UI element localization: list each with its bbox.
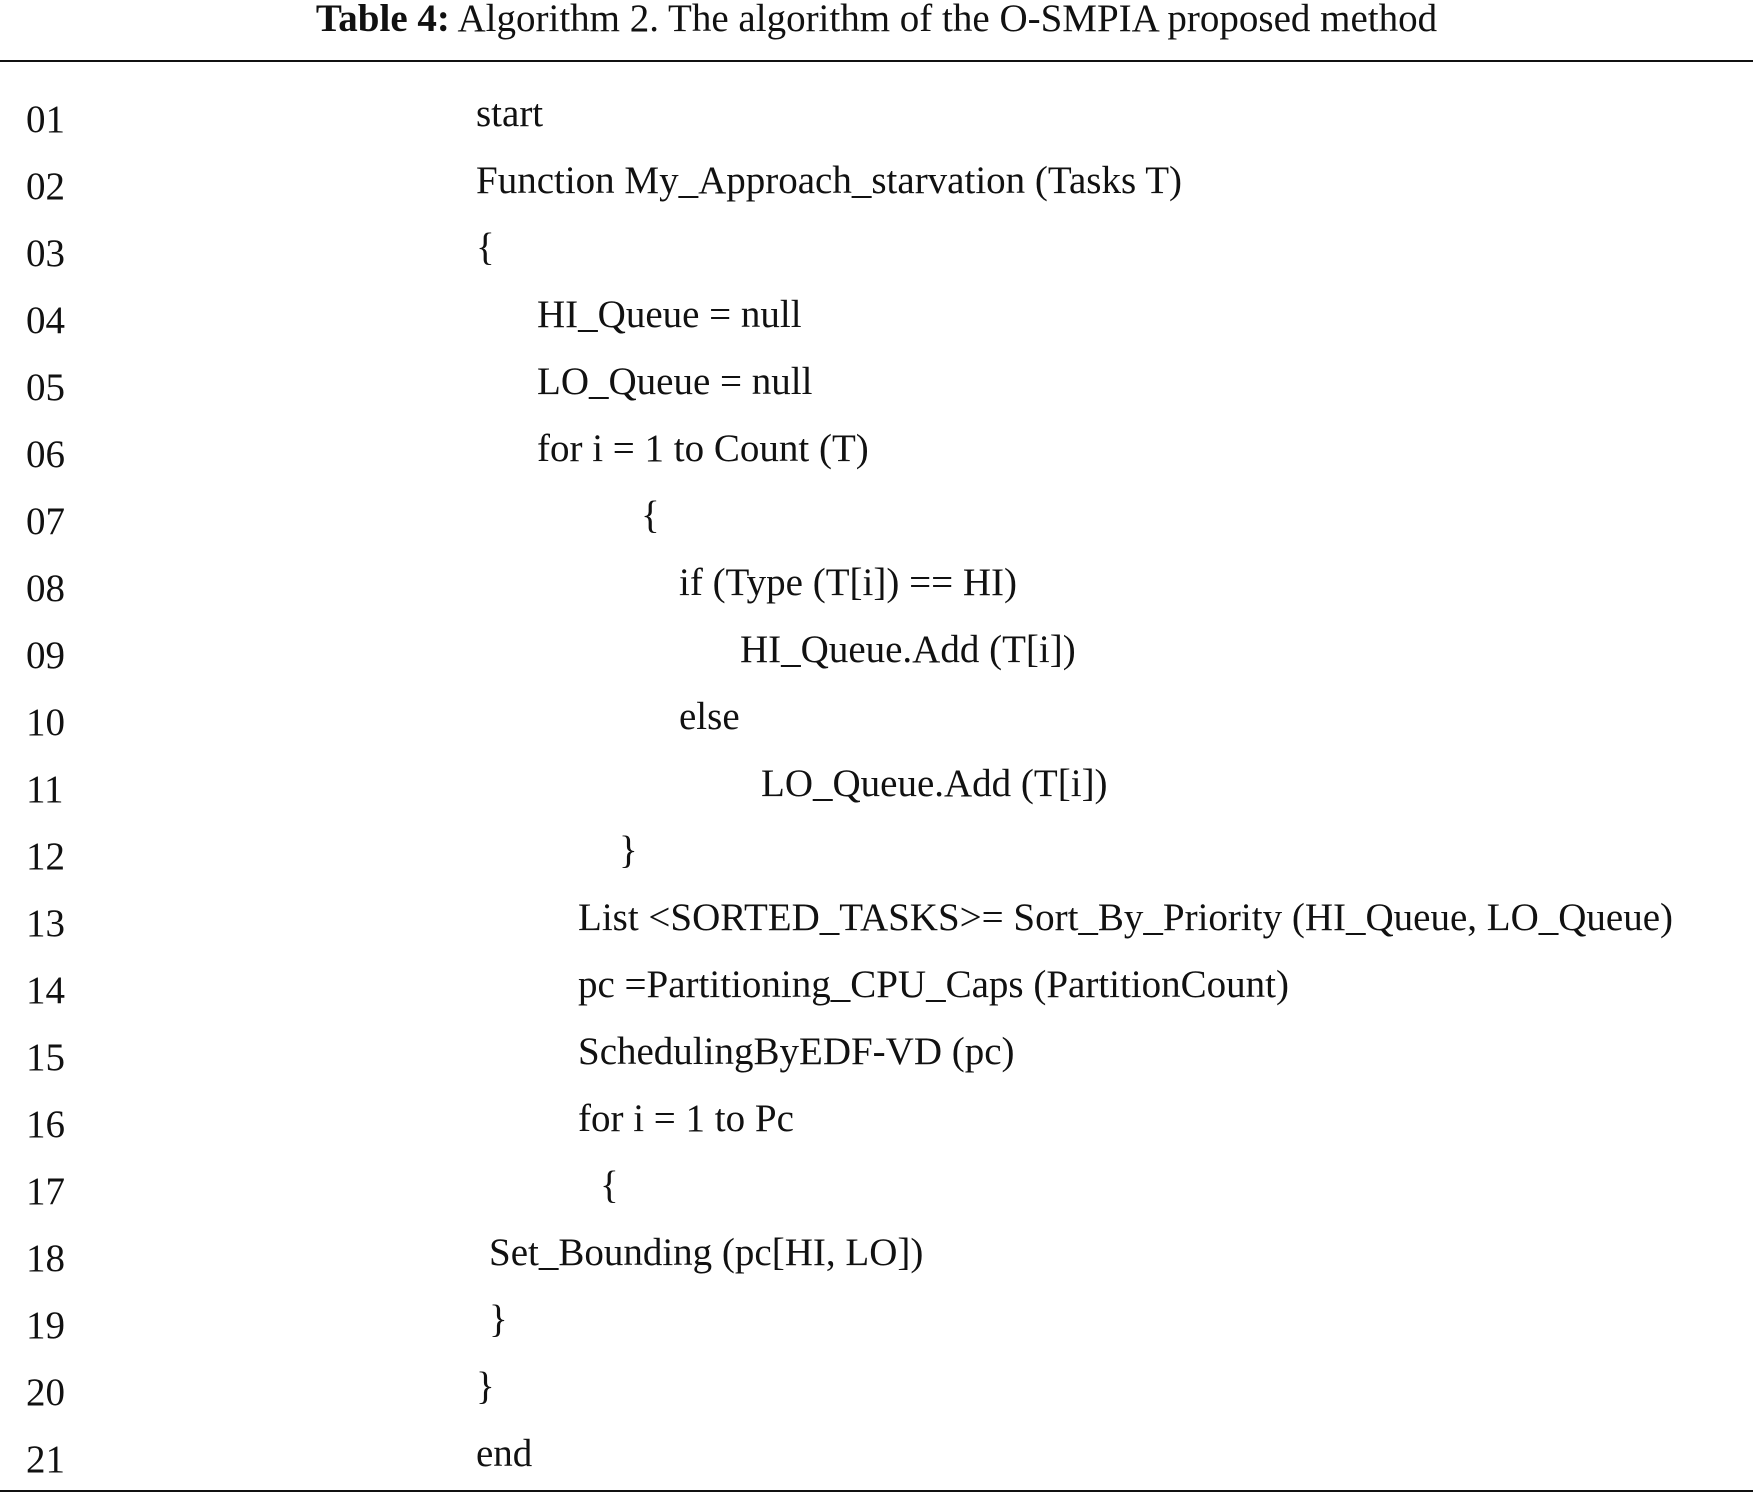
code-line: {	[641, 494, 660, 537]
code-line: SchedulingByEDF-VD (pc)	[578, 1030, 1015, 1073]
line-number: 20	[26, 1371, 65, 1414]
code-line: for i = 1 to Count (T)	[537, 427, 869, 470]
code-line: {	[476, 226, 495, 269]
line-number: 08	[26, 567, 65, 610]
table-row	[0, 683, 1753, 750]
code-line: pc =Partitioning_CPU_Caps (PartitionCount)	[578, 963, 1289, 1006]
line-number: 04	[26, 299, 65, 342]
table-row	[0, 415, 1753, 482]
table-caption	[0, 0, 1753, 38]
table-row	[0, 1286, 1753, 1353]
line-number: 17	[26, 1170, 65, 1213]
table-row	[0, 1085, 1753, 1152]
table-row	[0, 884, 1753, 951]
table-row	[0, 1152, 1753, 1219]
table-row	[0, 549, 1753, 616]
table-row	[0, 1018, 1753, 1085]
table-bottom-rule	[0, 1490, 1753, 1492]
line-number: 01	[26, 98, 65, 141]
code-line: start	[476, 92, 544, 135]
line-number: 06	[26, 433, 65, 476]
code-line: Set_Bounding (pc[HI, LO])	[489, 1231, 924, 1274]
line-number: 21	[26, 1438, 65, 1481]
table-row	[0, 1420, 1753, 1487]
table-row	[0, 616, 1753, 683]
table-row	[0, 817, 1753, 884]
code-line: LO_Queue.Add (T[i])	[761, 762, 1108, 805]
table-caption-label: Table 4:	[315, 0, 450, 40]
code-line: }	[619, 829, 638, 872]
line-number: 05	[26, 366, 65, 409]
line-number: 19	[26, 1304, 65, 1347]
table-row	[0, 281, 1753, 348]
code-line: end	[476, 1432, 533, 1475]
code-line: HI_Queue.Add (T[i])	[740, 628, 1076, 671]
line-number: 02	[26, 165, 65, 208]
line-number: 10	[26, 701, 65, 744]
line-number: 14	[26, 969, 65, 1012]
code-line: }	[489, 1298, 508, 1341]
line-number: 03	[26, 232, 65, 275]
code-line: LO_Queue = null	[537, 360, 813, 403]
line-number: 12	[26, 835, 65, 878]
table-caption-text: Algorithm 2. The algorithm of the O-SMPIA proposed method	[457, 0, 1438, 40]
table-row	[0, 750, 1753, 817]
table-top-rule	[0, 60, 1753, 62]
line-number: 13	[26, 902, 65, 945]
code-line: {	[600, 1164, 619, 1207]
code-line: for i = 1 to Pc	[578, 1097, 794, 1140]
code-line: else	[679, 695, 740, 738]
table-row	[0, 951, 1753, 1018]
table-row	[0, 1219, 1753, 1286]
table-row	[0, 1353, 1753, 1420]
code-line: if (Type (T[i]) == HI)	[679, 561, 1017, 604]
line-number: 07	[26, 500, 65, 543]
table-row	[0, 147, 1753, 214]
table-row	[0, 482, 1753, 549]
table-row	[0, 214, 1753, 281]
line-number: 11	[26, 768, 64, 811]
line-number: 09	[26, 634, 65, 677]
code-line: List <SORTED_TASKS>= Sort_By_Priority (HI_Queue, LO_Queue)	[578, 896, 1674, 939]
table-row	[0, 348, 1753, 415]
line-number: 16	[26, 1103, 65, 1146]
code-line: }	[476, 1365, 495, 1408]
code-line: HI_Queue = null	[537, 293, 802, 336]
line-number: 15	[26, 1036, 65, 1079]
code-line: Function My_Approach_starvation (Tasks T)	[476, 159, 1183, 202]
table-row	[0, 80, 1753, 147]
line-number: 18	[26, 1237, 65, 1280]
